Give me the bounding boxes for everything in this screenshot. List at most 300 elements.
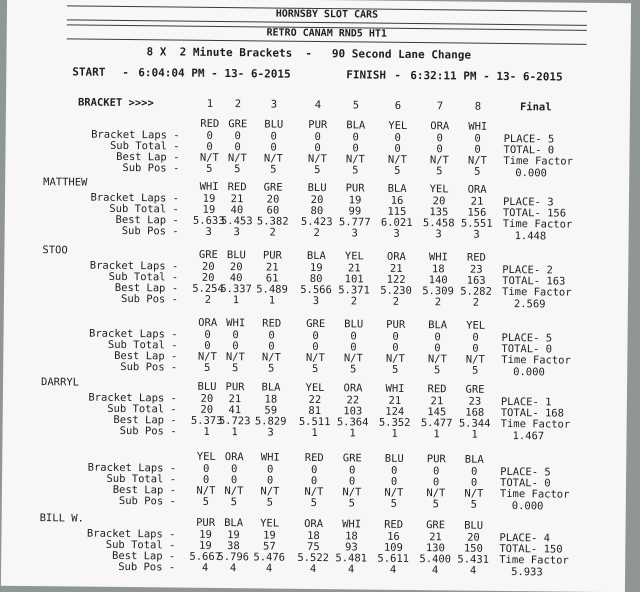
cell-best: N/T xyxy=(426,487,446,500)
cell-laps: 0 xyxy=(234,130,241,143)
total-text: TOTAL- 0 xyxy=(501,342,553,356)
cell-laps: 0 xyxy=(266,463,274,476)
cell-lanes: PUR xyxy=(345,182,365,195)
cell-best: 5.337 xyxy=(220,282,252,296)
cell-laps: 0 xyxy=(206,129,213,142)
cell-lanes: YEL xyxy=(429,183,449,196)
cell-laps: 0 xyxy=(204,328,211,341)
row-label-laps: Bracket Laps - xyxy=(91,128,180,142)
time-factor-value: 2.569 xyxy=(513,298,546,311)
cell-pos: 5 xyxy=(471,364,479,377)
cell-lanes: ORA xyxy=(386,250,406,263)
cell-sub: 20 xyxy=(200,403,214,416)
row-label-sub: Sub Total - xyxy=(107,402,177,416)
cell-laps: 19 xyxy=(227,529,240,542)
cell-laps: 18 xyxy=(431,263,445,276)
bracket-number: 4 xyxy=(314,98,322,112)
cell-laps: 21 xyxy=(230,193,244,206)
bracket-number: 1 xyxy=(206,97,214,110)
time-factor-value: 1.467 xyxy=(512,430,545,443)
cell-lanes: BLA xyxy=(224,517,244,530)
cell-lanes: GRE xyxy=(228,118,248,131)
cell-best: N/T xyxy=(263,152,283,165)
row-label-laps: Bracket Laps - xyxy=(89,259,179,273)
cell-pos: 4 xyxy=(309,562,317,576)
cell-best: 5.481 xyxy=(335,552,368,565)
cell-pos: 4 xyxy=(201,561,209,574)
row-label-best: Best Lap - xyxy=(113,413,177,427)
cell-sub: 0 xyxy=(206,140,213,153)
cell-laps: 18 xyxy=(264,393,278,406)
place-text: PLACE- 2 xyxy=(502,263,553,277)
cell-pos: 5 xyxy=(310,496,318,510)
cell-laps: 0 xyxy=(470,465,478,478)
cell-laps: 0 xyxy=(474,132,481,145)
cell-laps: 16 xyxy=(390,194,404,207)
cell-pos: 5 xyxy=(391,363,399,376)
cell-sub: 0 xyxy=(232,340,239,353)
cell-sub: 40 xyxy=(230,204,244,217)
cell-sub: 145 xyxy=(427,406,447,419)
cell-sub: 135 xyxy=(429,206,449,219)
cell-sub: 0 xyxy=(350,341,357,354)
cell-sub: 0 xyxy=(202,473,210,486)
cell-best: 5.352 xyxy=(378,416,411,429)
cell-lanes: WHI xyxy=(199,180,219,193)
row-label-sub: Sub Total - xyxy=(105,538,176,552)
page-title: HORNSBY SLOT CARS xyxy=(275,8,379,21)
cell-best: N/T xyxy=(224,485,244,498)
cell-best: 5.633 xyxy=(192,214,225,228)
cell-best: N/T xyxy=(261,351,281,364)
place-text: PLACE- 3 xyxy=(502,195,554,209)
cell-best: 5.477 xyxy=(420,417,453,430)
cell-lanes: WHI xyxy=(468,120,488,133)
cell-sub: 124 xyxy=(385,405,405,418)
row-label-sub: Sub Total - xyxy=(106,472,177,486)
cell-lanes: ORA xyxy=(198,316,218,329)
place-text: PLACE- 1 xyxy=(500,395,552,409)
cell-lanes: RED xyxy=(427,383,447,396)
cell-lanes: PUR xyxy=(262,249,282,262)
cell-laps: 21 xyxy=(389,262,403,275)
time-factor-label: Time Factor xyxy=(503,154,574,168)
cell-sub: 99 xyxy=(348,205,362,218)
bracket-number: 8 xyxy=(474,100,482,113)
cell-lanes: GRE xyxy=(198,248,218,261)
cell-lanes: PUR xyxy=(426,453,446,466)
cell-laps: 19 xyxy=(202,192,216,205)
cell-lanes: PUR xyxy=(225,381,245,394)
row-label-laps: Bracket Laps - xyxy=(90,191,180,205)
time-factor-value: 0.000 xyxy=(511,500,544,513)
cell-best: 5.551 xyxy=(460,217,493,230)
cell-sub: 150 xyxy=(463,542,483,555)
cell-lanes: BLU xyxy=(264,118,284,131)
start-time: 6:04:04 PM - 13- 6-2015 xyxy=(138,66,291,81)
cell-pos: 1 xyxy=(232,294,240,307)
cell-sub: 0 xyxy=(266,474,274,487)
time-factor-label: Time Factor xyxy=(499,553,569,567)
cell-best: N/T xyxy=(467,154,487,167)
cell-lanes: ORA xyxy=(224,451,244,464)
bracket-number: 6 xyxy=(394,99,402,112)
cell-lanes: RED xyxy=(200,117,220,130)
cell-pos: 3 xyxy=(351,227,358,240)
cell-pos: 5 xyxy=(390,497,398,510)
cell-sub: 0 xyxy=(392,341,399,354)
cell-pos: 5 xyxy=(230,496,238,509)
cell-laps: 0 xyxy=(392,330,399,343)
cell-sub: 38 xyxy=(226,540,240,553)
total-text: TOTAL- 168 xyxy=(500,406,565,420)
cell-lanes: BLU xyxy=(226,249,246,262)
cell-sub: 0 xyxy=(314,141,321,155)
cell-best: 5.254 xyxy=(192,282,224,296)
time-factor-value: 1.448 xyxy=(514,230,547,243)
cell-best: N/T xyxy=(304,485,324,499)
time-factor-value: 0.000 xyxy=(513,366,545,379)
cell-sub: 19 xyxy=(202,203,216,216)
cell-pos: 1 xyxy=(433,428,440,441)
cell-laps: 18 xyxy=(307,529,320,543)
cell-pos: 3 xyxy=(205,225,212,238)
row-label-pos: Sub Pos - xyxy=(118,494,176,508)
bracket-header-final: Final xyxy=(519,101,552,114)
cell-laps: 0 xyxy=(472,331,479,344)
time-factor-label: Time Factor xyxy=(502,217,573,231)
cell-pos: 5 xyxy=(349,363,357,376)
cell-best: N/T xyxy=(199,151,219,164)
cell-laps: 20 xyxy=(266,193,280,206)
cell-best: 5.453 xyxy=(220,215,253,228)
cell-best: N/T xyxy=(387,153,407,166)
cell-laps: 20 xyxy=(432,195,446,208)
cell-lanes: GRE xyxy=(426,519,446,532)
cell-laps: 0 xyxy=(232,329,239,342)
cell-pos: 3 xyxy=(473,228,480,241)
row-label-sub: Sub Total - xyxy=(108,270,179,284)
cell-laps: 19 xyxy=(263,529,276,542)
cell-pos: 2 xyxy=(269,226,276,239)
cell-best: 5.489 xyxy=(256,283,288,296)
cell-laps: 0 xyxy=(314,130,321,144)
cell-laps: 19 xyxy=(199,528,212,541)
cell-laps: 21 xyxy=(228,393,242,406)
cell-sub: 75 xyxy=(306,540,320,554)
cell-pos: 5 xyxy=(231,362,239,375)
cell-sub: 0 xyxy=(234,141,241,154)
cell-pos: 5 xyxy=(266,496,274,509)
cell-best: 5.431 xyxy=(457,553,490,566)
cell-pos: 3 xyxy=(393,227,400,240)
bracket-number: 5 xyxy=(352,99,360,112)
time-factor-value: 5.933 xyxy=(511,566,543,579)
cell-laps: 20 xyxy=(201,260,215,273)
cell-pos: 5 xyxy=(394,164,401,177)
cell-lanes: GRE xyxy=(342,452,362,465)
cell-best: 5.476 xyxy=(253,551,286,564)
cell-best: 5.458 xyxy=(422,217,455,230)
row-label-laps: Bracket Laps - xyxy=(88,391,177,405)
event-box xyxy=(67,24,587,44)
race-format: 8 X 2 Minute Brackets - 90 Second Lane Change xyxy=(146,45,472,62)
row-label-laps: Bracket Laps - xyxy=(88,327,178,341)
row-label-best: Best Lap - xyxy=(115,213,179,227)
cell-best: N/T xyxy=(427,353,447,366)
finish-label: FINISH xyxy=(346,68,387,82)
cell-pos: 5 xyxy=(270,163,277,176)
cell-laps: 19 xyxy=(309,261,323,275)
cell-lanes: GRE xyxy=(306,317,326,331)
cell-laps: 21 xyxy=(429,531,442,544)
cell-best: 5.400 xyxy=(419,553,452,566)
bracket-number: 2 xyxy=(234,98,242,111)
total-text: TOTAL- 150 xyxy=(499,542,563,556)
row-label-sub: Sub Total - xyxy=(109,139,180,153)
cell-lanes: GRE xyxy=(263,181,283,194)
cell-sub: 0 xyxy=(230,474,238,487)
row-label-best: Best Lap - xyxy=(114,349,178,363)
cell-sub: 0 xyxy=(394,142,401,155)
cell-sub: 80 xyxy=(310,204,324,218)
cell-laps: 0 xyxy=(310,463,318,477)
cell-lanes: BLA xyxy=(261,381,281,394)
time-factor-label: Time Factor xyxy=(501,285,572,299)
cell-sub: 0 xyxy=(472,342,479,355)
cell-best: 5.309 xyxy=(422,285,454,298)
cell-best: N/T xyxy=(465,353,485,366)
cell-best: 5.611 xyxy=(377,552,410,565)
cell-pos: 5 xyxy=(314,163,321,177)
cell-laps: 18 xyxy=(345,530,358,543)
cell-laps: 0 xyxy=(432,465,440,478)
cell-best: N/T xyxy=(225,351,245,364)
cell-pos: 5 xyxy=(348,497,356,510)
row-label-best: Best Lap - xyxy=(116,150,180,164)
cell-lanes: BLU xyxy=(307,181,327,195)
cell-sub: 93 xyxy=(344,541,358,554)
cell-pos: 3 xyxy=(435,228,442,241)
cell-lanes: YEL xyxy=(466,319,486,332)
cell-sub: 41 xyxy=(228,404,242,417)
cell-laps: 0 xyxy=(202,462,210,475)
cell-laps: 23 xyxy=(468,395,482,408)
cell-lanes: PUR xyxy=(386,318,406,331)
cell-pos: 2 xyxy=(350,295,358,308)
cell-laps: 0 xyxy=(390,464,398,477)
cell-sub: 0 xyxy=(436,143,443,156)
start-label: START xyxy=(72,65,106,79)
cell-best: 5.723 xyxy=(218,414,251,428)
cell-pos: 5 xyxy=(203,361,211,374)
cell-sub: 122 xyxy=(386,273,406,286)
cell-lanes: BLU xyxy=(384,452,404,465)
cell-lanes: YEL xyxy=(260,517,280,530)
cell-best: 5.373 xyxy=(190,414,223,428)
cell-lanes: YEL xyxy=(196,450,216,463)
bracket-number: 3 xyxy=(270,98,278,111)
cell-best: 5.777 xyxy=(338,216,371,229)
cell-pos: 4 xyxy=(265,562,273,575)
cell-best: N/T xyxy=(342,486,362,499)
cell-pos: 5 xyxy=(206,162,213,175)
cell-sub: 156 xyxy=(467,206,487,219)
cell-pos: 3 xyxy=(267,426,274,439)
cell-laps: 0 xyxy=(312,329,319,343)
row-label-sub: Sub Total - xyxy=(109,202,179,216)
cell-best: N/T xyxy=(260,485,280,498)
cell-pos: 5 xyxy=(234,163,241,176)
cell-lanes: RED xyxy=(384,518,404,531)
cell-sub: 0 xyxy=(310,474,318,488)
cell-pos: 1 xyxy=(231,426,238,439)
driver-name: MATTHEW xyxy=(43,176,88,189)
cell-lanes: WHI xyxy=(385,382,405,395)
time-factor-label: Time Factor xyxy=(499,487,570,501)
cell-laps: 20 xyxy=(200,392,214,405)
cell-sub: 101 xyxy=(344,273,364,286)
cell-laps: 21 xyxy=(470,195,484,208)
row-label-pos: Sub Pos - xyxy=(122,161,180,175)
cell-pos: 3 xyxy=(233,226,240,239)
cell-pos: 1 xyxy=(471,428,478,441)
cell-lanes: ORA xyxy=(467,183,487,196)
cell-lanes: ORA xyxy=(430,120,450,133)
cell-laps: 21 xyxy=(388,394,402,407)
cell-pos: 2 xyxy=(472,296,480,309)
total-text: TOTAL- 163 xyxy=(502,274,566,288)
row-label-laps: Bracket Laps - xyxy=(86,527,176,541)
cell-laps: 0 xyxy=(352,131,359,144)
row-label-pos: Sub Pos - xyxy=(118,560,176,574)
cell-pos: 1 xyxy=(391,427,398,440)
cell-sub: 140 xyxy=(428,274,448,287)
cell-best: 5.829 xyxy=(254,415,287,428)
finish-time: 6:32:11 PM - 13- 6-2015 xyxy=(410,68,563,84)
place-text: PLACE- 5 xyxy=(500,465,551,479)
cell-laps: 21 xyxy=(430,395,444,408)
cell-pos: 4 xyxy=(469,564,477,577)
cell-best: N/T xyxy=(385,352,405,365)
cell-best: 5.667 xyxy=(189,550,222,564)
row-label-best: Best Lap - xyxy=(112,483,177,497)
cell-pos: 3 xyxy=(312,294,320,308)
bracket-header-label: BRACKET >>>> xyxy=(77,96,154,110)
cell-pos: 2 xyxy=(392,295,400,308)
cell-lanes: RED xyxy=(466,251,486,264)
cell-laps: 0 xyxy=(394,131,401,144)
cell-sub: 60 xyxy=(266,204,280,217)
cell-sub: 163 xyxy=(466,274,486,287)
cell-lanes: YEL xyxy=(388,119,408,132)
cell-sub: 81 xyxy=(308,404,322,418)
cell-pos: 5 xyxy=(436,165,443,178)
cell-best: N/T xyxy=(343,352,363,365)
time-factor-label: Time Factor xyxy=(500,417,571,431)
event-title: RETRO CANAM RND5 HT1 xyxy=(266,27,387,40)
cell-lanes: BLU xyxy=(197,380,217,393)
cell-best: 5.371 xyxy=(338,284,370,297)
total-text: TOTAL- 0 xyxy=(503,143,555,157)
cell-pos: 2 xyxy=(434,296,442,309)
row-label-pos: Sub Pos - xyxy=(120,292,179,306)
start-dash: - xyxy=(122,65,130,80)
cell-pos: 5 xyxy=(311,362,319,376)
cell-laps: 0 xyxy=(436,132,443,145)
cell-best: 5.344 xyxy=(458,417,491,430)
cell-sub: 0 xyxy=(352,142,359,155)
row-label-best: Best Lap - xyxy=(111,549,176,563)
cell-best: N/T xyxy=(305,351,325,365)
cell-best: 5.382 xyxy=(256,215,289,228)
time-factor-value: 0.000 xyxy=(515,167,547,180)
cell-sub: 20 xyxy=(201,271,215,284)
cell-lanes: RED xyxy=(304,451,324,465)
cell-lanes: PUR xyxy=(196,516,216,529)
cell-pos: 4 xyxy=(389,563,397,576)
cell-pos: 4 xyxy=(431,564,439,577)
cell-best: 5.796 xyxy=(217,550,250,564)
cell-laps: 22 xyxy=(346,394,360,407)
cell-sub: 0 xyxy=(470,476,478,489)
cell-lanes: BLA xyxy=(306,249,326,263)
driver-name: BILL W. xyxy=(39,512,84,525)
cell-pos: 5 xyxy=(470,498,478,511)
place-text: PLACE- 5 xyxy=(501,331,553,345)
cell-best: N/T xyxy=(196,484,216,497)
cell-best: 5.423 xyxy=(300,215,333,229)
cell-sub: 0 xyxy=(204,339,211,352)
cell-laps: 20 xyxy=(229,261,243,274)
cell-best: 5.522 xyxy=(297,551,330,565)
cell-laps: 19 xyxy=(348,194,362,207)
cell-sub: 0 xyxy=(434,342,441,355)
cell-best: 5.566 xyxy=(300,283,332,297)
cell-sub: 61 xyxy=(265,272,279,285)
cell-pos: 5 xyxy=(352,164,359,177)
cell-lanes: PUR xyxy=(308,118,328,132)
row-label-laps: Bracket Laps - xyxy=(87,461,177,475)
cell-laps: 0 xyxy=(268,329,275,342)
cell-best: N/T xyxy=(384,486,404,499)
cell-best: 5.282 xyxy=(460,285,492,298)
cell-laps: 21 xyxy=(347,262,361,275)
cell-lanes: ORA xyxy=(304,517,324,531)
cell-pos: 4 xyxy=(229,562,237,575)
cell-laps: 0 xyxy=(434,331,441,344)
cell-sub: 109 xyxy=(383,541,403,554)
cell-laps: 0 xyxy=(270,130,277,143)
row-label-pos: Sub Pos - xyxy=(120,360,178,374)
cell-pos: 1 xyxy=(349,427,356,440)
cell-pos: 1 xyxy=(203,425,210,438)
cell-sub: 115 xyxy=(387,205,407,218)
cell-sub: 59 xyxy=(264,404,278,417)
cell-pos: 1 xyxy=(311,426,318,440)
cell-pos: 1 xyxy=(268,294,276,307)
cell-pos: 5 xyxy=(474,165,481,178)
cell-sub: 0 xyxy=(312,340,319,354)
row-label-best: Best Lap - xyxy=(114,281,179,295)
cell-laps: 16 xyxy=(387,530,400,543)
driver-name: STOO xyxy=(42,244,68,257)
cell-best: N/T xyxy=(429,154,449,167)
cell-pos: 5 xyxy=(433,364,441,377)
place-text: PLACE- 5 xyxy=(503,132,555,146)
cell-lanes: BLA xyxy=(428,319,448,332)
row-label-sub: Sub Total - xyxy=(107,338,178,352)
